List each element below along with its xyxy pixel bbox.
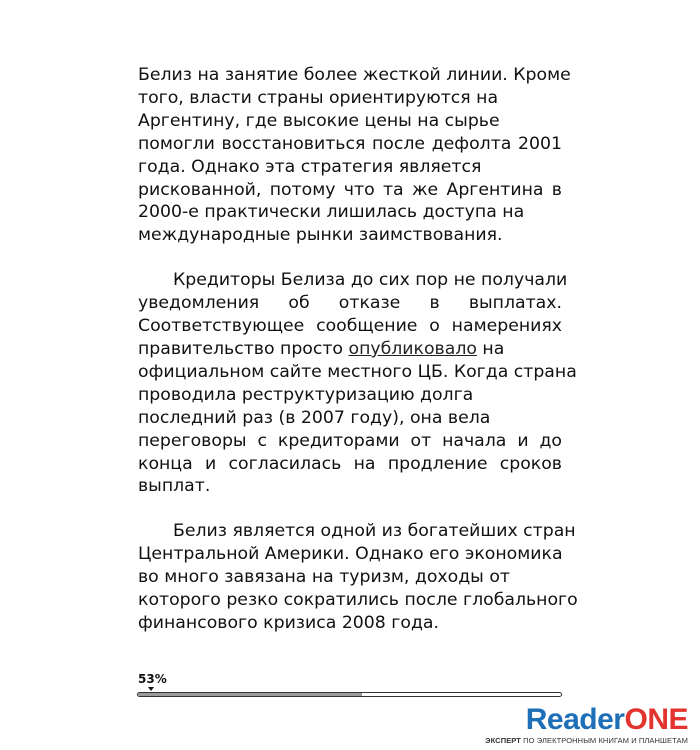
text-line: переговоры с кредиторами от начала и до — [138, 430, 562, 451]
text-line: которого резко сократились после глобального — [138, 590, 578, 611]
paragraph — [138, 64, 571, 247]
reading-progress-bar[interactable] — [137, 692, 562, 697]
text-line: во много завязана на туризм, доходы от — [138, 567, 510, 588]
logo-tagline-rest: ПО ЭЛЕКТРОННЫМ КНИГАМ И ПЛАНШЕТАМ — [520, 736, 688, 745]
text-line: выплат. — [138, 476, 211, 497]
text-segment: правительство просто — [138, 338, 349, 359]
text-line: международные рынки заимствования. — [138, 225, 503, 246]
text-line: проводила реструктуризацию долга — [138, 384, 474, 405]
book-text — [138, 64, 578, 657]
logo-tagline — [485, 736, 688, 745]
progress-fill — [138, 693, 362, 696]
text-line: конца и согласилась на продление сроков — [138, 453, 562, 474]
published-link[interactable]: опубликовало — [348, 338, 477, 359]
text-line: Кредиторы Белиза до сих пор не получали — [173, 270, 568, 291]
text-line: Аргентину, где высокие цены на сырье — [138, 110, 500, 131]
text-line: 2000-е практически лишилась доступа на — [138, 202, 525, 223]
logo-tagline-bold: ЭКСПЕРТ — [485, 736, 521, 745]
logo-reader-text: Reader — [525, 703, 625, 736]
text-line: того, власти страны ориентируются на — [138, 87, 499, 108]
text-line: уведомления об отказе в выплатах. — [138, 293, 562, 314]
readerone-logo — [485, 705, 688, 745]
text-line: Белиз является одной из богатейших стран — [173, 521, 576, 542]
text-line: года. Однако эта стратегия является — [138, 156, 482, 177]
text-line: последний раз (в 2007 году), она вела — [138, 407, 491, 428]
text-line: помогли восстановиться после дефолта 2001 — [138, 133, 562, 154]
text-line: Центральной Америки. Однако его экономика — [138, 544, 563, 565]
progress-marker-icon — [148, 687, 154, 691]
text-line — [138, 338, 562, 361]
paragraph — [138, 520, 578, 635]
text-line: финансового кризиса 2008 года. — [138, 612, 439, 633]
text-line: официальном сайте местного ЦБ. Когда страна — [138, 361, 577, 382]
text-line: Соответствующее сообщение о намерениях — [138, 316, 562, 337]
text-line: рискованной, потому что та же Аргентина в — [138, 179, 562, 200]
text-segment: на — [476, 338, 505, 359]
progress-percent: 53% — [138, 672, 167, 686]
paragraph — [138, 269, 577, 498]
text-line: Белиз на занятие более жесткой линии. Кроме — [138, 65, 571, 85]
logo-one-text: ONE — [624, 703, 688, 736]
